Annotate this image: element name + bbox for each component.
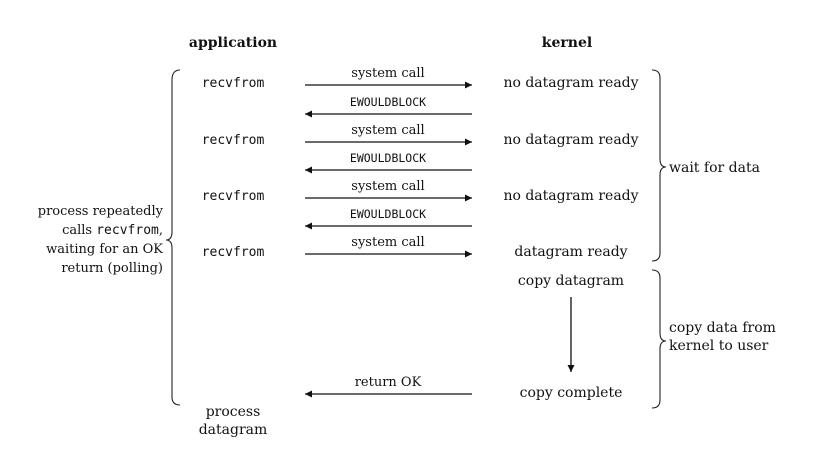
wait-for-data-brace — [652, 70, 666, 261]
poll-row-3 — [202, 179, 639, 226]
kernel-state-3: no datagram ready — [503, 188, 639, 204]
copy-data-label-1: copy data from — [669, 320, 776, 336]
datagram-label: datagram — [198, 422, 268, 438]
recvfrom-call-2: recvfrom — [201, 133, 265, 148]
process-label: process — [205, 404, 261, 420]
copy-complete-label: copy complete — [519, 385, 623, 401]
left-note-line-1: process repeatedly — [37, 204, 163, 219]
left-note-line-4: return (polling) — [61, 261, 163, 276]
left-note-calls: calls — [62, 223, 97, 238]
system-call-label-2: system call — [351, 123, 425, 138]
poll-row-2 — [202, 123, 639, 170]
copy-datagram-label: copy datagram — [517, 273, 625, 289]
left-brace — [166, 70, 180, 405]
kernel-state-2: no datagram ready — [503, 132, 639, 148]
poll-row-4 — [202, 235, 628, 260]
return-ok-label: return OK — [354, 375, 422, 390]
poll-row-1 — [202, 66, 639, 114]
ewouldblock-label-3: EWOULDBLOCK — [349, 207, 427, 221]
copy-data-brace — [652, 270, 666, 408]
application-header: application — [188, 35, 278, 51]
recvfrom-call-1: recvfrom — [201, 76, 265, 91]
left-note-comma: , — [158, 223, 163, 238]
kernel-state-4: datagram ready — [514, 244, 628, 260]
ewouldblock-label-2: EWOULDBLOCK — [349, 151, 427, 165]
kernel-state-1: no datagram ready — [503, 75, 639, 91]
wait-for-data-label: wait for data — [669, 160, 760, 176]
recvfrom-call-3: recvfrom — [201, 189, 265, 204]
left-note-recvfrom: recvfrom — [96, 223, 159, 238]
system-call-label-4: system call — [351, 235, 425, 250]
ewouldblock-label-1: EWOULDBLOCK — [349, 95, 427, 109]
copy-data-label-2: kernel to user — [669, 338, 769, 354]
left-note-line-3: waiting for an OK — [46, 242, 163, 257]
recvfrom-call-4: recvfrom — [201, 245, 265, 260]
left-note-line-2 — [62, 223, 163, 238]
system-call-label-3: system call — [351, 179, 425, 194]
kernel-header: kernel — [541, 35, 593, 51]
system-call-label-1: system call — [351, 66, 425, 81]
